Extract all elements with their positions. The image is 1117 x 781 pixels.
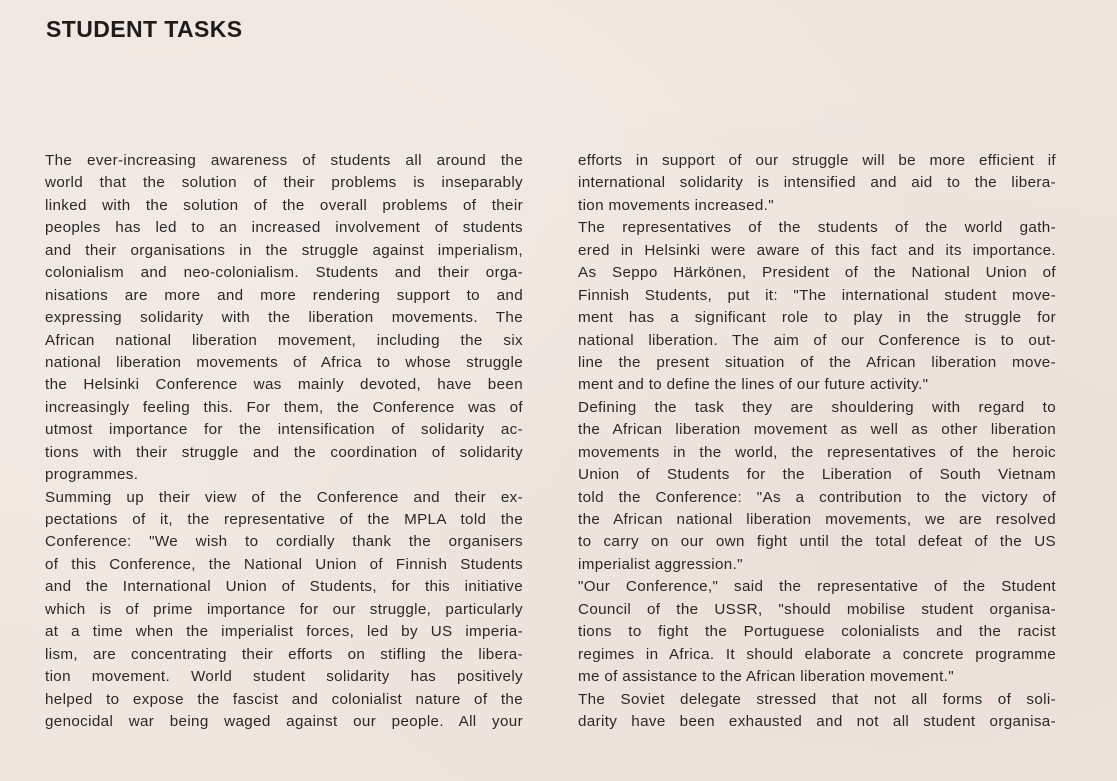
text-line: lism, are concentrating their efforts on stifling the libera- (45, 645, 523, 663)
text-line: world that the solution of their problems is inseparably (45, 174, 523, 192)
text-line: The representatives of the students of the world gath- (578, 219, 1056, 237)
left-text-column (45, 150, 523, 733)
text-line: The ever-increasing awareness of students all around the (45, 152, 523, 169)
text-line: the Helsinki Conference was mainly devoted, have been (45, 376, 523, 394)
text-line: darity have been exhausted and not all student organisa- (578, 712, 1056, 730)
text-line: of this Conference, the National Union of Finnish Students (45, 555, 523, 573)
text-line: Union of Students for the Liberation of South Vietnam (578, 466, 1056, 484)
text-line: tion movements increased." (578, 196, 774, 214)
text-line: colonialism and neo-colonialism. Students and their orga- (45, 264, 523, 282)
text-line: me of assistance to the African liberation movement." (578, 668, 954, 686)
text-line: at a time when the imperialist forces, led by US imperia- (45, 623, 523, 641)
text-line: tions to fight the Portuguese colonialists and the racist (578, 623, 1056, 641)
text-line: the African national liberation movements, we are resolved (578, 511, 1056, 528)
text-line: As Seppo Härkönen, President of the National Union of (578, 264, 1056, 282)
text-line: movements in the world, the representatives of the heroic (578, 443, 1056, 461)
text-line: "Our Conference," said the representative of the Student (578, 578, 1056, 596)
text-line: utmost importance for the intensification of solidarity ac- (45, 421, 523, 439)
page-title: STUDENT TASKS (46, 16, 243, 42)
text-line: expressing solidarity with the liberation movements. The (45, 309, 523, 327)
text-line: programmes. (45, 466, 139, 484)
text-line: which is of prime importance for our struggle, particularly (45, 600, 523, 618)
text-line: to carry on our own fight until the total defeat of the US (578, 533, 1056, 551)
text-line: imperialist aggression." (578, 555, 743, 573)
text-line: nisations are more and more rendering support to and (45, 286, 523, 304)
text-line: tions with their struggle and the coordination of solidarity (45, 443, 523, 461)
text-line: national liberation. The aim of our Conference is to out- (578, 331, 1056, 349)
text-line: and the International Union of Students, for this initiative (45, 578, 523, 596)
text-line: helped to expose the fascist and colonialist nature of the (45, 690, 523, 708)
text-line: tion movement. World student solidarity has positively (45, 668, 523, 686)
text-line: Council of the USSR, "should mobilise student organisa- (578, 600, 1056, 618)
text-line: line the present situation of the African liberation move- (578, 353, 1056, 371)
text-line: Finnish Students, put it: "The international student move- (578, 286, 1056, 304)
text-line: ered in Helsinki were aware of this fact and its importance. (578, 241, 1056, 259)
text-line: Summing up their view of the Conference and their ex- (45, 488, 523, 506)
text-line: Conference: "We wish to cordially thank the organisers (45, 533, 523, 551)
text-line: regimes in Africa. It should elaborate a concrete programme (578, 645, 1056, 663)
text-line: linked with the solution of the overall problems of their (45, 196, 523, 214)
text-line: efforts in support of our struggle will be more efficient if (578, 152, 1056, 169)
text-line: genocidal war being waged against our people. All your (45, 712, 523, 730)
text-line: ment has a significant role to play in the struggle for (578, 309, 1056, 327)
text-line: African national liberation movement, including the six (45, 331, 523, 349)
text-line: pectations of it, the representative of the MPLA told the (45, 511, 523, 528)
text-line: The Soviet delegate stressed that not all forms of soli- (578, 690, 1056, 708)
text-line: increasingly feeling this. For them, the Conference was of (45, 398, 523, 416)
text-line: the African liberation movement as well as other liberation (578, 421, 1056, 439)
text-line: international solidarity is intensified and aid to the libera- (578, 174, 1056, 192)
text-line: Defining the task they are shouldering with regard to (578, 398, 1056, 416)
text-line: national liberation movements of Africa to whose struggle (45, 353, 523, 371)
right-text-column (578, 150, 1056, 733)
text-line: and their organisations in the struggle against imperialism, (45, 241, 523, 259)
text-line: ment and to define the lines of our future activity." (578, 376, 929, 394)
text-line: told the Conference: "As a contribution to the victory of (578, 488, 1056, 506)
text-line: peoples has led to an increased involvement of students (45, 219, 523, 237)
